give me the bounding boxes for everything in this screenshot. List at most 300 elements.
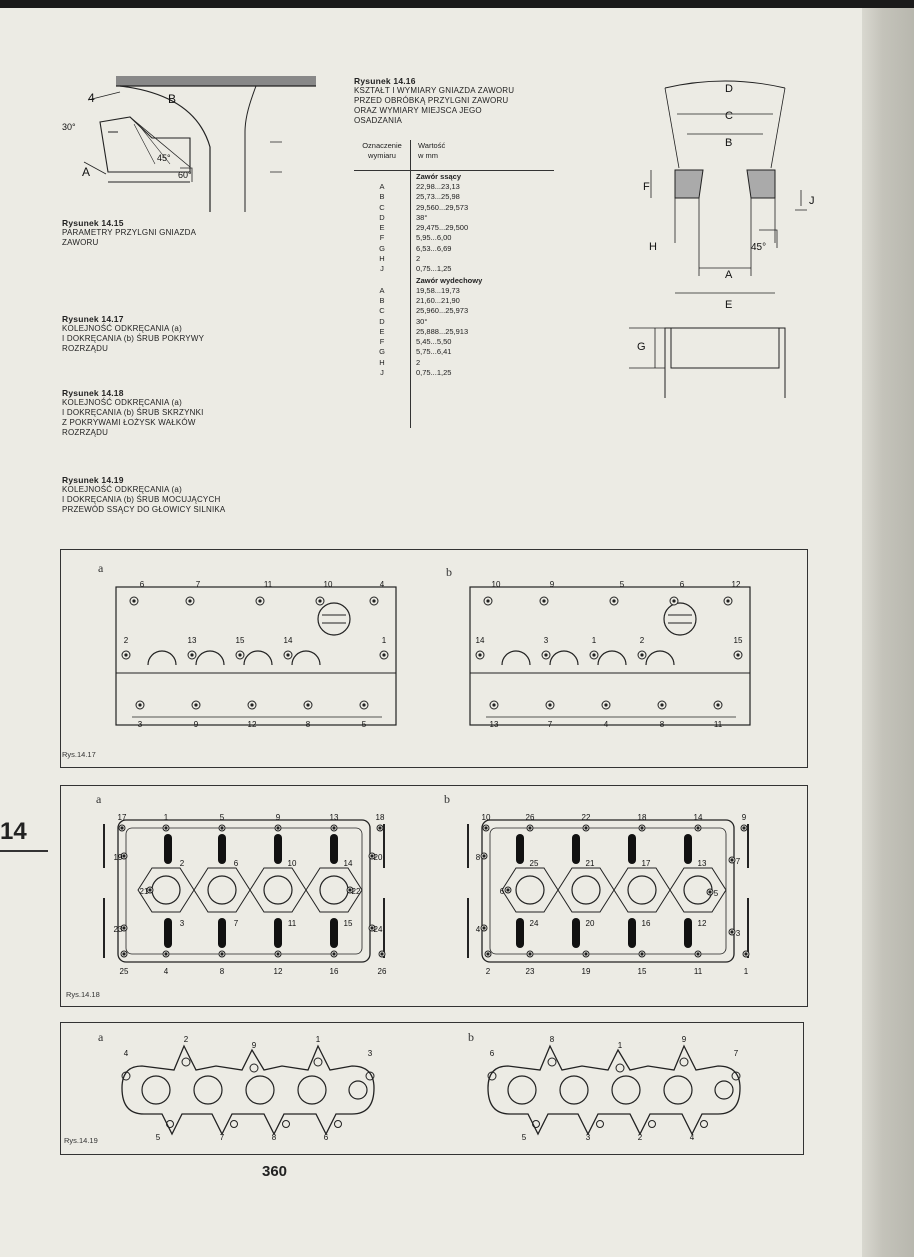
fig-14-16-drawing xyxy=(625,78,825,398)
carrier-bolt-num-side: 23 xyxy=(113,925,123,934)
camshaft-bore xyxy=(264,876,292,904)
gasket-bolt-hole xyxy=(548,1058,556,1066)
gasket-bolt-num-bot: 4 xyxy=(689,1133,695,1142)
carrier-bolt-num-lower: 24 xyxy=(529,919,539,928)
carrier-bolt-num-bot: 25 xyxy=(119,967,129,976)
manifold-a-drawing xyxy=(112,1035,392,1142)
bolt-head xyxy=(276,952,279,955)
fig-14-16-table xyxy=(354,140,554,378)
fig-14-18-tag: Rys.14.18 xyxy=(66,990,100,999)
cover-bolt-num-top: 9 xyxy=(549,580,555,589)
gasket-bolt-num-bot: 2 xyxy=(637,1133,643,1142)
gasket-bolt-num-top: 8 xyxy=(549,1035,555,1044)
bolt-slot-upper xyxy=(684,834,692,864)
cover-bolt-num-top: 6 xyxy=(139,580,145,589)
filler-cap-slot xyxy=(668,615,692,623)
gasket-bolt-num-bot: 8 xyxy=(271,1133,277,1142)
port-hole xyxy=(298,1076,326,1104)
cover-bolt-num-bot: 9 xyxy=(193,720,199,729)
fig-14-18-sub-b: b xyxy=(444,792,450,806)
fig-14-19-tag: Rys.14.19 xyxy=(64,1136,98,1145)
gasket-bolt-num-top: 1 xyxy=(315,1035,321,1044)
gasket-bolt-num-bot: 7 xyxy=(219,1133,225,1142)
fig-14-17-caption xyxy=(62,314,342,354)
bolt-head xyxy=(736,653,739,656)
carrier-bolt-num-upper: 10 xyxy=(287,859,297,868)
fig-14-17-sub-b: b xyxy=(446,565,452,579)
port-hole xyxy=(194,1076,222,1104)
port-hole xyxy=(349,1081,367,1099)
bolt-head xyxy=(744,952,747,955)
cam-arch xyxy=(148,651,176,665)
intake-row xyxy=(354,203,554,213)
intake-row xyxy=(354,233,554,243)
chapter-number: 14 xyxy=(0,818,27,845)
dim-c: C xyxy=(725,110,733,122)
bolt-slot-upper xyxy=(218,834,226,864)
camshaft-bore xyxy=(516,876,544,904)
exhaust-valve-heading: Zawór wydechowy xyxy=(416,275,483,285)
cover-bolt-num-mid: 1 xyxy=(591,636,597,645)
carrier-bolt-num-upper: 25 xyxy=(529,859,539,868)
bolt-head xyxy=(640,952,643,955)
bolt-head xyxy=(482,854,485,857)
carrier-bolt-num-bot: 2 xyxy=(485,967,491,976)
dimension-value: 38° xyxy=(416,212,428,222)
carrier-bolt-num-upper: 13 xyxy=(697,859,707,868)
carrier-bolt-num-top: 14 xyxy=(693,813,703,822)
col-designation: Oznaczenie wymiaru xyxy=(362,141,402,160)
carrier-bolt-num-side: 21 xyxy=(139,887,149,896)
dimension-value: 25,73...25,98 xyxy=(416,192,460,202)
bearing-hexagon xyxy=(194,868,250,912)
exhaust-row xyxy=(354,347,554,357)
bolt-head xyxy=(528,826,531,829)
fig-14-19-caption xyxy=(62,475,342,515)
cover-bolt-num-bot: 13 xyxy=(489,720,499,729)
paper-edge xyxy=(862,8,914,1257)
bolt-head xyxy=(258,599,261,602)
intake-row xyxy=(354,254,554,264)
page-number: 360 xyxy=(262,1163,288,1180)
dimension-key: F xyxy=(379,233,385,243)
bolt-head xyxy=(318,599,321,602)
dimension-key: F xyxy=(379,337,385,347)
carrier-bolt-num-bot: 16 xyxy=(329,967,339,976)
cover-bolt-num-top: 5 xyxy=(619,580,625,589)
cover-bolt-num-top: 4 xyxy=(379,580,385,589)
carrier-bolt-num-top: 10 xyxy=(481,813,491,822)
fig-14-16-caption xyxy=(354,76,594,126)
gasket-bolt-hole xyxy=(680,1058,688,1066)
intake-row xyxy=(354,213,554,223)
gasket-bolt-hole xyxy=(182,1058,190,1066)
carrier-bolt-num-top: 17 xyxy=(117,813,127,822)
dim-f: F xyxy=(643,181,650,193)
cover-bolt-num-top: 6 xyxy=(679,580,685,589)
bearing-hexagon xyxy=(250,868,306,912)
cover-bolt-num-mid: 2 xyxy=(639,636,645,645)
carrier-bolt-num-top: 18 xyxy=(375,813,385,822)
dimension-key: J xyxy=(380,264,384,274)
carrier-bolt-num-lower: 20 xyxy=(585,919,595,928)
bolt-head xyxy=(148,888,151,891)
bolt-head xyxy=(372,599,375,602)
bolt-slot-lower xyxy=(628,918,636,948)
chapter-rule xyxy=(0,850,48,852)
gasket-bolt-num-bot: 6 xyxy=(323,1133,329,1142)
fig-14-16-title: Rysunek 14.16 xyxy=(354,76,416,86)
bolt-head xyxy=(604,703,607,706)
bolt-head xyxy=(730,858,733,861)
port-hole xyxy=(142,1076,170,1104)
bolt-head xyxy=(164,952,167,955)
cover-bolt-num-top: 10 xyxy=(491,580,501,589)
bolt-head xyxy=(730,930,733,933)
cover-bolt-num-bot: 12 xyxy=(247,720,257,729)
dimension-key: B xyxy=(379,192,385,202)
bolt-head xyxy=(332,826,335,829)
dim-b: B xyxy=(725,137,733,149)
bolt-slot-lower xyxy=(330,918,338,948)
intake-row xyxy=(354,244,554,254)
exhaust-row xyxy=(354,358,554,368)
fig-14-15-title: Rysunek 14.15 xyxy=(62,218,124,228)
fig-14-18-title: Rysunek 14.18 xyxy=(62,388,124,398)
bolt-slot-upper xyxy=(516,834,524,864)
bolt-head xyxy=(612,599,615,602)
exhaust-row xyxy=(354,368,554,378)
label-a: A xyxy=(82,165,91,179)
fig-14-19-sub-a: a xyxy=(98,1030,104,1044)
carrier-bolt-num-top: 26 xyxy=(525,813,535,822)
bolt-head xyxy=(544,653,547,656)
bolt-slot-upper xyxy=(628,834,636,864)
exhaust-row xyxy=(354,337,554,347)
carrier-bolt-num-side: 5 xyxy=(713,889,719,898)
filler-cap-slot xyxy=(322,615,346,623)
bolt-head xyxy=(640,826,643,829)
dimension-key: E xyxy=(379,223,385,233)
bolt-head xyxy=(122,952,125,955)
fig-14-18-caption xyxy=(62,388,342,438)
exhaust-row xyxy=(354,327,554,337)
gasket-bolt-num-bot: 3 xyxy=(585,1133,591,1142)
cover-bolt-num-bot: 4 xyxy=(603,720,609,729)
camcase-b-drawing xyxy=(468,808,758,980)
gasket-bolt-hole xyxy=(314,1058,322,1066)
carrier-bolt-num-lower: 11 xyxy=(287,919,297,928)
port-hole xyxy=(664,1076,692,1104)
cover-bolt-num-mid: 14 xyxy=(475,636,485,645)
cover-bolt-num-mid: 13 xyxy=(187,636,197,645)
camshaft-bore xyxy=(152,876,180,904)
label-45deg: 45° xyxy=(157,153,171,163)
carrier-bolt-num-top: 22 xyxy=(581,813,591,822)
dimension-value: 30° xyxy=(416,316,428,326)
carrier-bolt-num-top: 9 xyxy=(741,813,747,822)
bearing-hexagon xyxy=(614,868,670,912)
bolt-head xyxy=(542,599,545,602)
fig-14-15-drawing xyxy=(60,72,350,217)
gasket-bolt-num-top: 2 xyxy=(183,1035,189,1044)
fig-14-17-text: KOLEJNOŚĆ ODKRĘCANIA (a) I DOKRĘCANIA (b) ŚRUB POKRYWY ROZRZĄDU xyxy=(62,324,205,353)
dimension-value: 29,560...29,573 xyxy=(416,202,469,212)
carrier-bolt-num-lower: 12 xyxy=(697,919,707,928)
gasket-bolt-num-top: 7 xyxy=(733,1049,739,1058)
carrier-bolt-num-side: 19 xyxy=(113,853,123,862)
cover-a-drawing xyxy=(112,575,402,735)
gasket-bolt-hole xyxy=(250,1064,258,1072)
bolt-head xyxy=(584,826,587,829)
bolt-slot-upper xyxy=(164,834,172,864)
cover-bolt-num-bot: 11 xyxy=(713,720,723,729)
port-hole xyxy=(560,1076,588,1104)
gasket-bolt-hole xyxy=(616,1064,624,1072)
exhaust-row xyxy=(354,296,554,306)
fig-14-17-tag: Rys.14.17 xyxy=(62,750,96,759)
carrier-bolt-num-bot: 12 xyxy=(273,967,283,976)
bolt-slot-lower xyxy=(274,918,282,948)
carrier-bolt-num-side: 22 xyxy=(351,887,361,896)
bolt-slot-lower xyxy=(684,918,692,948)
cover-bolt-num-top: 11 xyxy=(263,580,273,589)
cover-bolt-num-bot: 3 xyxy=(137,720,143,729)
cover-bolt-num-top: 12 xyxy=(731,580,741,589)
carrier-bolt-num-top: 13 xyxy=(329,813,339,822)
bolt-head xyxy=(276,826,279,829)
carrier-bolt-num-side: 24 xyxy=(373,925,383,934)
gasket-bolt-num-top: 1 xyxy=(617,1041,623,1050)
bolt-slot-lower xyxy=(164,918,172,948)
bolt-head xyxy=(742,826,745,829)
carrier-bolt-num-bot: 8 xyxy=(219,967,225,976)
intake-row xyxy=(354,192,554,202)
label-4: 4 xyxy=(88,91,95,105)
intake-row xyxy=(354,182,554,192)
dimension-value: 22,98...23,13 xyxy=(416,182,460,191)
camshaft-bore xyxy=(320,876,348,904)
bolt-head xyxy=(190,653,193,656)
carrier-bolt-num-side: 8 xyxy=(475,853,481,862)
bolt-slot-upper xyxy=(274,834,282,864)
gasket-bolt-hole xyxy=(701,1121,708,1128)
bolt-head xyxy=(164,826,167,829)
cover-b-drawing xyxy=(466,575,756,735)
gasket-bolt-num-bot: 5 xyxy=(521,1133,527,1142)
gasket-bolt-num-bot: 5 xyxy=(155,1133,161,1142)
cover-bolt-num-bot: 7 xyxy=(547,720,553,729)
port-hole xyxy=(715,1081,733,1099)
cover-bolt-num-bot: 5 xyxy=(361,720,367,729)
fig-14-18-sub-a: a xyxy=(96,792,102,806)
cover-bolt-num-top: 7 xyxy=(195,580,201,589)
camshaft-bore xyxy=(628,876,656,904)
bolt-head xyxy=(482,926,485,929)
carrier-bolt-num-upper: 2 xyxy=(179,859,185,868)
bolt-head xyxy=(220,952,223,955)
carrier-bolt-num-lower: 7 xyxy=(233,919,239,928)
bolt-head xyxy=(194,703,197,706)
carrier-bolt-num-lower: 15 xyxy=(343,919,353,928)
dimension-value: 29,475...29,500 xyxy=(416,223,469,233)
exhaust-row xyxy=(354,317,554,327)
gasket-bolt-hole xyxy=(231,1121,238,1128)
gasket-bolt-num-top: 4 xyxy=(123,1049,129,1058)
port-hole xyxy=(508,1076,536,1104)
dimension-value: 2 xyxy=(416,357,421,367)
intake-valve-heading: Zawór ssący xyxy=(416,172,462,181)
bolt-head xyxy=(584,952,587,955)
carrier-inner xyxy=(126,828,362,954)
gasket-bolt-num-top: 3 xyxy=(367,1049,373,1058)
bolt-head xyxy=(132,599,135,602)
cover-bolt-num-mid: 15 xyxy=(235,636,245,645)
cover-bolt-num-bot: 8 xyxy=(659,720,665,729)
bolt-head xyxy=(238,653,241,656)
gasket-bolt-hole xyxy=(649,1121,656,1128)
exhaust-row xyxy=(354,286,554,296)
cover-bolt-num-bot: 8 xyxy=(305,720,311,729)
dimension-key: D xyxy=(379,316,385,326)
intake-row xyxy=(354,264,554,274)
dimension-value: 0,75...1,25 xyxy=(416,368,452,378)
bolt-head xyxy=(250,703,253,706)
dimension-key: H xyxy=(379,357,385,367)
bolt-slot-lower xyxy=(218,918,226,948)
fig-14-19-sub-b: b xyxy=(468,1030,474,1044)
cover-bolt-num-mid: 15 xyxy=(733,636,743,645)
dimension-value: 5,95...6,00 xyxy=(416,233,452,243)
dimension-key: B xyxy=(379,295,385,305)
bolt-slot-lower xyxy=(572,918,580,948)
cam-arch xyxy=(244,651,272,665)
bolt-head xyxy=(378,826,381,829)
gasket-bolt-num-top: 9 xyxy=(681,1035,687,1044)
bolt-head xyxy=(506,888,509,891)
bolt-head xyxy=(122,926,125,929)
cam-arch xyxy=(598,651,626,665)
carrier-bolt-num-bot: 23 xyxy=(525,967,535,976)
carrier-bolt-num-top: 9 xyxy=(275,813,281,822)
bolt-head xyxy=(640,653,643,656)
cam-arch xyxy=(646,651,674,665)
bolt-head xyxy=(592,653,595,656)
carrier-bolt-num-bot: 19 xyxy=(581,967,591,976)
cam-arch xyxy=(292,651,320,665)
dimension-key: A xyxy=(379,182,385,191)
dimension-value: 21,60...21,90 xyxy=(416,295,460,305)
carrier-bolt-num-bot: 15 xyxy=(637,967,647,976)
label-60deg: 60° xyxy=(178,170,192,180)
fig-14-19-title: Rysunek 14.19 xyxy=(62,475,124,485)
bolt-head xyxy=(382,653,385,656)
bolt-head xyxy=(484,826,487,829)
dim-g: G xyxy=(637,341,646,353)
port-hole xyxy=(612,1076,640,1104)
carrier-bolt-num-side: 7 xyxy=(735,857,741,866)
dimension-value: 19,58...19,73 xyxy=(416,285,460,295)
dim-e: E xyxy=(725,299,733,311)
dimension-key: G xyxy=(379,243,385,253)
carrier-bolt-num-upper: 6 xyxy=(233,859,239,868)
bolt-head xyxy=(716,703,719,706)
carrier-bolt-num-side: 4 xyxy=(475,925,481,934)
bolt-head xyxy=(120,826,123,829)
bolt-head xyxy=(492,703,495,706)
table-header xyxy=(354,140,554,171)
carrier-bolt-num-upper: 21 xyxy=(585,859,595,868)
bolt-head xyxy=(332,952,335,955)
bolt-head xyxy=(696,826,699,829)
bolt-head xyxy=(696,952,699,955)
carrier-bolt-num-upper: 14 xyxy=(343,859,353,868)
dimension-key: D xyxy=(379,212,385,222)
label-b: B xyxy=(168,92,177,106)
dimension-key: C xyxy=(379,306,385,316)
camshaft-bore xyxy=(572,876,600,904)
gasket-bolt-hole xyxy=(335,1121,342,1128)
bolt-head xyxy=(188,599,191,602)
bolt-head xyxy=(478,653,481,656)
dimension-key: J xyxy=(380,368,384,378)
label-30deg: 30° xyxy=(62,122,76,132)
dim-h: H xyxy=(649,241,657,253)
cover-bolt-num-mid: 1 xyxy=(381,636,387,645)
carrier-bolt-num-upper: 17 xyxy=(641,859,651,868)
dim-d: D xyxy=(725,83,733,95)
bolt-head xyxy=(486,599,489,602)
carrier-bolt-num-bot: 1 xyxy=(743,967,749,976)
bolt-slot-upper xyxy=(572,834,580,864)
carrier-bolt-num-top: 18 xyxy=(637,813,647,822)
dimension-key: G xyxy=(379,347,385,357)
dimension-key: H xyxy=(379,254,385,264)
bolt-head xyxy=(122,854,125,857)
dimension-key: E xyxy=(379,326,385,336)
bolt-head xyxy=(124,653,127,656)
col-value: Wartość w mm xyxy=(418,141,446,160)
carrier-bolt-num-bot: 26 xyxy=(377,967,387,976)
fig-14-19-text: KOLEJNOŚĆ ODKRĘCANIA (a) I DOKRĘCANIA (b) ŚRUB MOCUJĄCYCH PRZEWÓD SSĄCY DO GŁOWICY SILNIKA xyxy=(62,485,226,514)
bolt-head xyxy=(220,826,223,829)
cover-bolt-num-top: 10 xyxy=(323,580,333,589)
bolt-slot-upper xyxy=(330,834,338,864)
carrier-bolt-num-side: 6 xyxy=(499,887,505,896)
oil-filler-cap xyxy=(664,603,696,635)
gasket-bolt-hole xyxy=(597,1121,604,1128)
cam-arch xyxy=(550,651,578,665)
dimension-value: 6,53...6,69 xyxy=(416,243,452,253)
dimension-value: 2 xyxy=(416,254,421,264)
gasket-bolt-num-top: 9 xyxy=(251,1041,257,1050)
cylinder-head-top xyxy=(116,76,316,86)
fig-14-17-sub-a: a xyxy=(98,561,104,575)
bolt-head xyxy=(708,890,711,893)
carrier-bolt-num-top: 1 xyxy=(163,813,169,822)
intake-row xyxy=(354,223,554,233)
fig-14-17-title: Rysunek 14.17 xyxy=(62,314,124,324)
bolt-head xyxy=(362,703,365,706)
manifold-b-drawing xyxy=(478,1035,758,1142)
bolt-head xyxy=(528,952,531,955)
dim-45deg: 45° xyxy=(751,242,767,253)
fig-14-15-text: PARAMETRY PRZYLGNI GNIAZDA ZAWORU xyxy=(62,228,197,247)
port-hole xyxy=(246,1076,274,1104)
dimension-key: A xyxy=(379,285,385,295)
bolt-head xyxy=(672,599,675,602)
gasket-bolt-hole xyxy=(283,1121,290,1128)
